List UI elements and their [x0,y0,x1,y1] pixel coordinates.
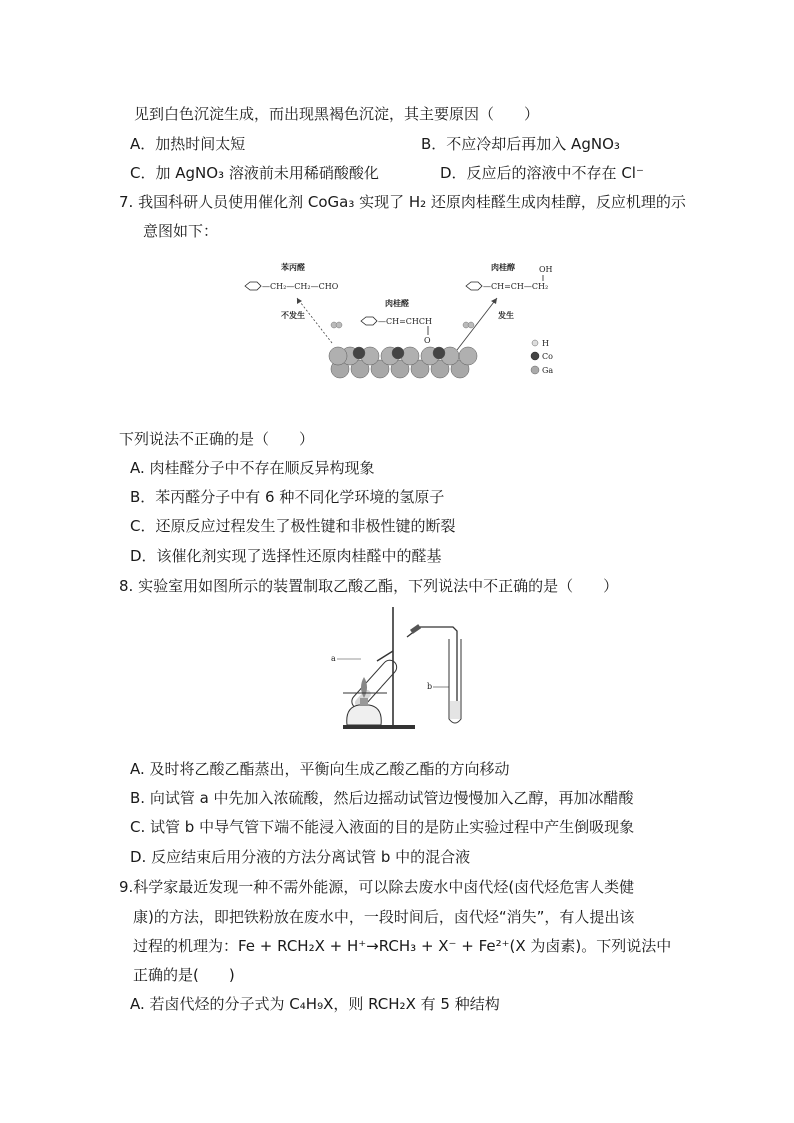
q7-option-c: C．还原反应过程发生了极性键和非极性键的断裂 [130,517,456,535]
q9-stem-line4: 正确的是( ) [133,966,235,984]
q9-option-a: A. 若卤代烃的分子式为 C₄H₉X，则 RCH₂X 有 5 种结构 [130,995,500,1013]
left-product-formula: —CH₂—CH₂—CHO [262,282,339,291]
benzene-ring-icon [245,282,261,290]
legend-ga: Ga [542,366,554,375]
test-tube-a [349,657,400,711]
label-a: a [331,654,336,663]
right-product-name: 肉桂醇 [491,263,515,272]
benzene-ring-icon [361,317,377,325]
q6-option-d: D．反应后的溶液中不存在 Cl⁻ [440,164,644,182]
right-product-formula: —CH=CH—CH₂ [483,282,549,291]
gallium-atom-icon [531,366,539,374]
q7-option-a: A. 肉桂醛分子中不存在顺反异构现象 [130,459,375,477]
q6-option-b: B．不应冷却后再加入 AgNO₃ [421,135,620,153]
q7-option-d: D．该催化剂实现了选择性还原肉桂醛中的醛基 [130,547,442,565]
legend-co: Co [542,352,553,361]
q8-option-b: B. 向试管 a 中先加入浓硫酸，然后边摇动试管边慢慢加入乙醇，再加冰醋酸 [130,789,634,807]
left-arrow-label: 不发生 [281,311,305,320]
right-arrow-label: 发生 [498,311,514,320]
alcohol-lamp [347,705,382,725]
benzene-ring-icon [466,282,482,290]
q8-option-d: D. 反应结束后用分液的方法分离试管 b 中的混合液 [130,848,471,866]
hydrogen-atom-icon [532,340,538,346]
q9-stem-line2: 康)的方法，即把铁粉放在废水中，一段时间后，卤代烃“消失”，有人提出该 [133,908,635,926]
iron-stand-base [343,725,415,729]
q8-stem: 8. 实验室用如图所示的装置制取乙酸乙酯，下列说法中不正确的是（ ） [119,577,619,595]
q8-option-a: A. 及时将乙酸乙酯蒸出，平衡向生成乙酸乙酯的方向移动 [130,760,510,778]
right-product-oh: OH [539,265,553,274]
legend-h: H [542,339,549,348]
ethyl-acetate-apparatus [325,605,485,735]
mid-molecule-name: 肉桂醛 [385,299,409,308]
left-product-name: 苯丙醛 [281,263,305,272]
left-arrow-head [297,298,302,304]
catalyst-surface [329,347,477,378]
q7-option-b: B．苯丙醛分子中有 6 种不同化学环境的氢原子 [130,488,445,506]
q8-option-c: C. 试管 b 中导气管下端不能浸入液面的目的是防止实验过程中产生倒吸现象 [130,818,635,836]
q7-question: 下列说法不正确的是（ ） [119,430,315,448]
q6-option-a: A．加热时间太短 [130,135,246,153]
right-arrow-head [491,298,497,304]
q6-option-c: C．加 AgNO₃ 溶液前未用稀硝酸酸化 [130,164,379,182]
q6-stem-continuation: 见到白色沉淀生成，而出现黑褐色沉淀，其主要原因（ ） [134,105,540,123]
reaction-mechanism-diagram [235,258,575,383]
q7-stem-line1: 7. 我国科研人员使用催化剂 CoGa₃ 实现了 H₂ 还原肉桂醛生成肉桂醇，反应机理的示 [119,193,686,211]
q7-stem-line2: 意图如下： [143,222,219,240]
left-reaction-arrow [297,298,332,343]
cobalt-atom-icon [531,352,539,360]
q9-stem-line1: 9.科学家最近发现一种不需外能源，可以除去废水中卤代烃(卤代烃危害人类健 [119,878,635,896]
atom-legend [531,339,553,375]
mid-molecule-formula: —CH=CHCH [378,317,432,326]
label-b: b [427,682,433,691]
q9-stem-line3: 过程的机理为：Fe + RCH₂X + H⁺→RCH₃ + X⁻ + Fe²⁺(X 为卤素)。下列说法中 [133,937,672,955]
mid-molecule-oxygen: O [424,336,431,345]
